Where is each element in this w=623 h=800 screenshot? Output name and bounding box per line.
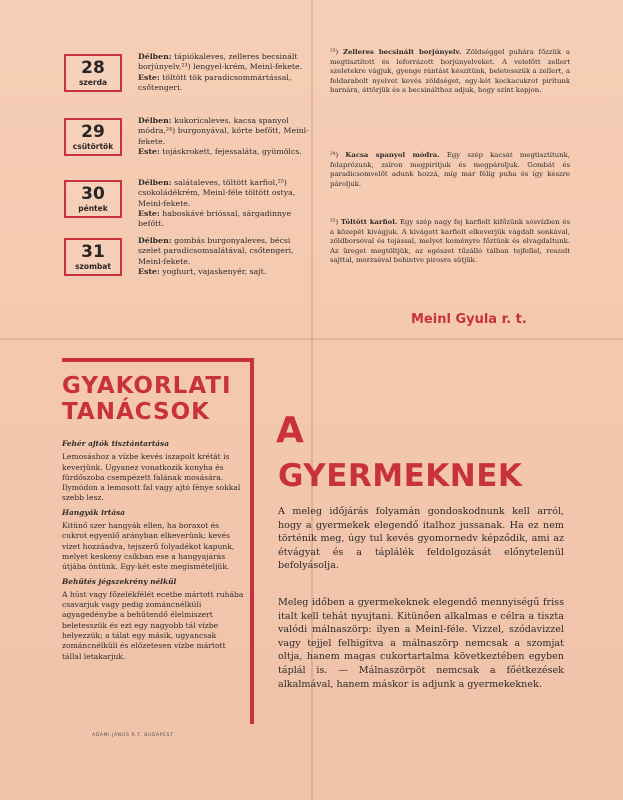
tip-text: A húst vagy főzelékfélét ecetbe mártott ruhába csavarjuk vagy pedig zománcnélküli agyagedénybe a behűtendő élelmiszert beletesszük és ezt egy nagyobb tál vízbe helyezzük; a tálat egy másik, ugyancsak zománcnélküli és előzetesen vízbe mártott tállal letakarjuk. [62,589,244,661]
day-box [64,180,122,218]
tips-frame-top [62,358,254,362]
recipe-text: Egy szép kacsát megtisztítunk, felaprózunk, zsíron megpirítjuk és megpároljuk. Gombát és paradicsomvelőt adunk hozzá, míg már félig puha és így készre pároljuk. [330,151,570,188]
children-paragraph-1: A meleg időjárás folyamán gondoskodnunk kell arról, hogy a gyermekek elegendő italhoz jussanak. Ha ez nem történik meg, úgy tul kevés gyomornedv képződik, ami az étvágyat és a táplálék feldolgozását előnytelenül befolyásolja. [278,506,564,572]
tip-heading: Hangyák irtása [62,507,125,517]
horizontal-fold-line [0,338,623,340]
day-menu-text [138,116,314,157]
tip-text: Kitünő szer hangyák ellen, ha boraxot és cukrot egyenlő arányban elkeverünk; kevés vizet hozzáadva, tejszerű folyadékot kapunk, melyet keskeny csíkban ese a hangyajárás útjába öntünk. Egy-két este megismételjük. [62,521,235,572]
meal-text: kukoricaleves, kacsa spanyol módra,²⁴) burgonyával, körte befőtt, Meinl-fekete. [138,116,309,146]
tip-text: Lemosáshoz a vízbe kevés iszapolt krétát is keverjünk. Ugyanez vonatkozik konyha és fürdőszoba csempézett falának mosására. Ilymódon a lemosott fal vagy ajtó fénye sokkal szebb lesz. [62,452,241,503]
recipe-footnote-23 [330,48,570,96]
recipe-footnote-25 [330,218,570,266]
day-name: szombat [75,262,111,271]
meal-text: haboskávé brióssal, sárgadinnye befőtt. [138,208,292,229]
recipe-text: Zöldséggel puhára főzzük a megtisztított és leforrázott borjúnyelveket. A velefőtt zellert szeletekre vágjuk, gyenge rántást készítünk, beletesszük a zellert, a feldarabolt nyelvet kevés zöldséget, egy-két kockacukrot pirítunk barnára, áttörjük és a becsinálthoz adjuk, hogy színt kapjon. [330,48,570,95]
day-name: csütörtök [72,142,114,151]
day-number: 28 [81,58,105,78]
tip-heading: Behűtés jégszekrény nélkül [62,576,177,586]
tips-body [62,438,246,666]
printer-imprint: ADAMI JÁNOS R.T. BUDAPEST [92,733,174,738]
day-box [64,238,122,276]
day-number: 30 [81,184,105,204]
day-menu-text [138,52,314,93]
day-name: péntek [78,204,108,213]
menu-day-28 [64,54,314,106]
recipe-footnote-24 [330,151,570,189]
day-menu-text [138,178,314,229]
tip-heading: Fehér ajtók tisztántartása [62,439,169,448]
footnote-ref: ²³) [330,48,339,56]
meal-label: Délben: [138,178,172,187]
footnote-ref: ²⁵) [330,218,339,226]
meal-label: Délben: [138,236,172,245]
meal-text: töltött tök paradicsommártással, csőtengeri. [138,72,292,92]
recipe-title: Zelleres becsinált borjúnyelv. [342,48,462,56]
menu-day-29 [64,118,314,170]
meal-label: Este: [138,208,160,218]
day-box [64,118,122,156]
day-number: 31 [81,242,105,262]
meal-label: Este: [138,146,160,156]
tips-heading [62,373,262,425]
meal-label: Este: [138,72,160,82]
children-title-article: A [276,410,304,451]
meal-label: Este: [138,266,160,276]
meal-label: Délben: [138,52,172,61]
meal-text: tojáskrokett, fejessaláta, gyümölcs. [162,146,302,156]
meal-label: Délben: [138,116,172,125]
recipe-text: Egy szép nagy fej karfiolt kifőzünk sósvízben és a közepét kivágjuk. A kivágott karfiolt elkeverjük vágdalt sonkával, zöldborsóval és tojással, melyet keményre főztünk és elvagdaltunk. Az üreget megtöltjük, az egészet tűzálló tálban tejfellel, reszelt sajttal, morzsával behintve pirosra sütjük. [330,218,570,265]
children-title: GYERMEKNEK [278,458,523,494]
children-paragraph-2: Meleg időben a gyermekeknek elegendő mennyiségű friss italt kell tehát nyujtani. Kitünően alkalmas e célra a tiszta valódi málnaszörp: ilyen a Meinl-féle. Vizzel, szódavizzel vagy tejjel felhigitva a málnaszörp nemcsak a szomjat oltja, hanem magas cukortartalma következtében egyben táplál is. — Málnaszörpöt nemcsak a főétkezések alkalmával, hanem máskor is adjunk a gyermekeknek. [278,597,564,690]
tips-heading-line1: GYAKORLATI [62,373,232,399]
day-box [64,54,122,92]
brand-signature: Meinl Gyula r. t. [411,312,527,327]
meal-text: gombás burgonyaleves, bécsi szelet paradicsomsalátával, csőtengeri, Meinl-fekete. [138,236,294,266]
day-name: szerda [78,78,108,87]
meal-text: tápiókaleves, zelleres becsinált borjúnyelv,²³) lengyel-krém, Meinl-fekete. [138,52,303,72]
day-menu-text [138,236,314,277]
meal-text: salátaleves, töltött karfiol,²⁵) csokoládékrém, Meinl-féle töltött ostya, Meinl-fekete. [138,178,296,208]
footnote-ref: ²⁴) [330,151,339,159]
tips-heading-line2: TANÁCSOK [62,399,210,425]
meal-text: yoghurt, vajaskenyér, sajt. [162,266,267,276]
day-number: 29 [81,122,105,142]
menu-day-30 [64,180,314,232]
recipe-title: Töltött karfiol. [340,218,398,226]
recipe-title: Kacsa spanyol módra. [345,151,440,159]
menu-day-31 [64,238,314,290]
